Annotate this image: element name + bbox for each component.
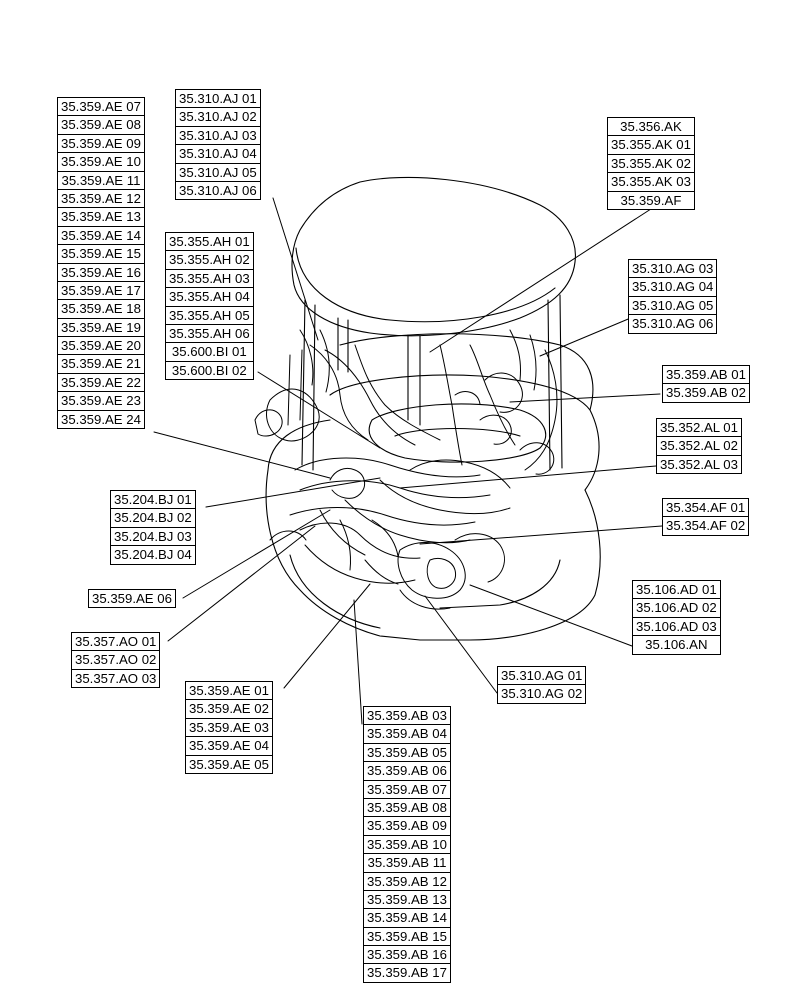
part-reference-label: 35.356.AK [620,119,682,134]
ref-group-35-106-ad [632,580,721,655]
part-reference-label: 35.310.AJ 03 [176,126,260,144]
ref-group-35-204-bj [110,490,196,565]
part-reference-label: 35.359.AE 18 [58,299,144,317]
part-reference-label: 35.359.AB 17 [364,963,450,981]
part-reference-label: 35.359.AB 10 [364,835,450,853]
part-reference-label: 35.359.AE 22 [58,373,144,391]
ref-group-35-310-aj [175,89,261,200]
part-reference-label: 35.359.AF [608,191,694,209]
part-reference-label: 35.359.AE 17 [58,281,144,299]
part-reference-label: 35.359.AB 02 [663,383,749,401]
part-reference-label: 35.359.AE 23 [58,391,144,409]
part-reference-label: 35.359.AE 15 [58,244,144,262]
part-reference-label: 35.310.AG 01 [501,668,583,683]
part-reference-label: 35.359.AE 10 [58,152,144,170]
part-reference-label: 35.310.AJ 06 [176,181,260,199]
ref-group-35-352-al [656,418,742,474]
part-reference-label: 35.106.AN [633,635,720,653]
part-reference-label: 35.204.BJ 02 [111,508,195,526]
ref-group-35-310-ag-03-06 [628,259,717,334]
part-reference-label: 35.354.AF 01 [666,500,746,515]
part-reference-label: 35.106.AD 02 [633,598,720,616]
part-reference-label: 35.310.AG 05 [629,296,716,314]
part-reference-label: 35.359.AB 13 [364,890,450,908]
upper-structure [340,334,593,410]
part-reference-label: 35.359.AE 20 [58,336,144,354]
part-reference-label: 35.355.AH 01 [169,234,250,249]
ref-group-35-359-ab-01-02 [662,365,750,403]
part-reference-label: 35.106.AD 01 [636,582,717,597]
hose-cluster [255,330,557,609]
part-reference-label: 35.204.BJ 01 [114,492,192,507]
part-reference-label: 35.310.AJ 04 [176,144,260,162]
canopy-pillar [548,295,562,470]
part-reference-label: 35.204.BJ 04 [111,545,195,563]
part-reference-label: 35.359.AE 13 [58,207,144,225]
part-reference-label: 35.359.AE 21 [58,354,144,372]
part-reference-label: 35.359.AB 05 [364,743,450,761]
part-reference-label: 35.355.AK 02 [608,154,694,172]
part-reference-label: 35.359.AB 07 [364,780,450,798]
part-reference-label: 35.359.AE 09 [58,134,144,152]
part-reference-label: 35.352.AL 02 [657,436,741,454]
part-reference-label: 35.352.AL 01 [660,420,738,435]
part-reference-label: 35.359.AB 12 [364,872,450,890]
ref-group-35-359-ae-07-24 [57,97,145,429]
part-reference-label: 35.310.AG 03 [632,261,714,276]
part-reference-label: 35.359.AE 07 [61,99,141,114]
part-reference-label: 35.310.AJ 05 [176,163,260,181]
part-reference-label: 35.359.AB 15 [364,927,450,945]
part-reference-label: 35.310.AG 04 [629,277,716,295]
part-reference-label: 35.359.AE 12 [58,189,144,207]
part-reference-label: 35.355.AH 03 [166,269,253,287]
part-reference-label: 35.359.AE 14 [58,226,144,244]
part-reference-label: 35.359.AE 06 [92,591,172,606]
part-reference-label: 35.359.AB 09 [364,816,450,834]
undercarriage [268,420,600,640]
ref-group-35-359-ab-03-17 [363,706,451,983]
part-reference-label: 35.359.AB 06 [364,761,450,779]
part-reference-label: 35.355.AH 05 [166,306,253,324]
part-reference-label: 35.359.AE 08 [58,115,144,133]
part-reference-label: 35.359.AB 04 [364,724,450,742]
part-reference-label: 35.359.AE 24 [58,410,144,428]
part-reference-label: 35.357.AO 03 [72,669,159,687]
part-reference-label: 35.355.AK 01 [608,135,694,153]
ref-group-35-359-ae-06 [88,589,176,608]
part-reference-label: 35.359.AE 02 [186,699,272,717]
part-reference-label: 35.359.AE 05 [186,755,272,773]
part-reference-label: 35.355.AH 02 [166,250,253,268]
part-reference-label: 35.359.AB 14 [364,908,450,926]
part-reference-label: 35.204.BJ 03 [111,527,195,545]
ref-group-35-356-ak [607,117,695,210]
part-reference-label: 35.310.AG 06 [629,314,716,332]
canopy-pillar [408,335,420,425]
part-reference-label: 35.359.AE 16 [58,263,144,281]
part-reference-label: 35.359.AE 11 [58,171,144,189]
part-reference-label: 35.359.AE 01 [189,683,269,698]
ref-group-35-359-ae-01-05 [185,681,273,774]
ref-group-35-357-ao [71,632,160,688]
part-reference-label: 35.359.AE 04 [186,736,272,754]
canopy-roof [292,177,575,335]
part-reference-label: 35.354.AF 02 [663,516,748,534]
part-reference-label: 35.359.AB 08 [364,798,450,816]
part-reference-label: 35.357.AO 02 [72,650,159,668]
part-reference-label: 35.359.AB 16 [364,945,450,963]
part-reference-label: 35.357.AO 01 [75,634,157,649]
ref-group-35-354-af [662,498,749,536]
part-reference-label: 35.106.AD 03 [633,617,720,635]
part-reference-label: 35.600.BI 02 [166,361,253,379]
part-reference-label: 35.359.AE 03 [186,718,272,736]
part-reference-label: 35.310.AG 02 [498,684,585,702]
part-reference-label: 35.355.AH 06 [166,324,253,342]
part-reference-label: 35.359.AB 03 [367,708,447,723]
part-reference-label: 35.359.AB 01 [666,367,746,382]
part-reference-label: 35.310.AJ 02 [176,107,260,125]
part-reference-label: 35.310.AJ 01 [179,91,257,106]
part-reference-label: 35.355.AK 03 [608,172,694,190]
part-reference-label: 35.355.AH 04 [166,287,253,305]
part-reference-label: 35.600.BI 01 [166,342,253,360]
ref-group-35-355-ah [165,232,254,380]
part-reference-label: 35.359.AB 11 [364,853,450,871]
ref-group-35-310-ag-01-02 [497,666,586,704]
part-reference-label: 35.359.AE 19 [58,318,144,336]
part-reference-label: 35.352.AL 03 [657,455,741,473]
